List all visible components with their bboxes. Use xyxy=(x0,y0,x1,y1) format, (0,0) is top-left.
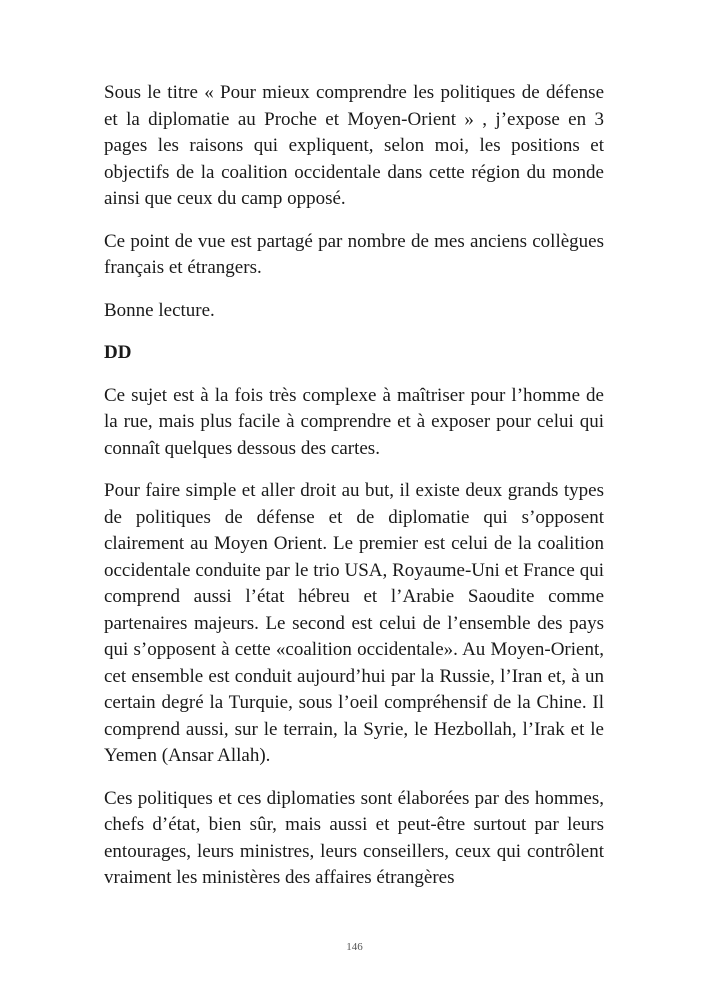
author-initials: DD xyxy=(104,342,132,363)
page-number: 146 xyxy=(346,941,363,953)
paragraph-shared-view: Ce point de vue est partagé par nombre de mes anciens collègues français et étrangers. xyxy=(104,230,604,278)
paragraph-two-policies: Pour faire simple et aller droit au but, il existe deux grands types de politiques de défense et de diplomatie qui s’opposent clairement au Moyen Orient. Le premier est celui de la coalition occidentale conduite par le trio USA, Royaume-Uni et France qui comprend aussi l’état hébreu et l’Arabie Saoudite comme partenaires majeurs. Le second est celui de l’ensemble des pays qui s’opposent à cette «coalition occidentale». Au Moyen-Orient, cet ensemble est conduit aujourd’hui par la Russie, l’Iran et, à un certain degré la Turquie, sous l’oeil compréhensif de la Chine. Il comprend aussi, sur le terrain, la Syrie, le Hezbollah, l’Irak et le Yemen (Ansar Allah). xyxy=(104,480,604,766)
page-body xyxy=(104,80,604,908)
paragraph-policymakers: Ces politiques et ces diplomaties sont élaborées par des hommes, chefs d’état, bien sûr, mais aussi et peut-être surtout par leurs entourages, leurs ministres, leurs conseillers, ceux qui contrôlent vraiment les ministères des affaires étrangères xyxy=(104,787,604,888)
paragraph-complexity: Ce sujet est à la fois très complexe à maîtriser pour l’homme de la rue, mais plus facile à comprendre et à exposer pour celui qui connaît quelques dessous des cartes. xyxy=(104,384,604,459)
paragraph-intro: Sous le titre « Pour mieux comprendre les politiques de défense et la diplomatie au Proche et Moyen-Orient » , j’expose en 3 pages les raisons qui expliquent, selon moi, les positions et objectifs de la coalition occidentale dans cette région du monde ainsi que ceux du camp opposé. xyxy=(104,82,604,209)
paragraph-greeting: Bonne lecture. xyxy=(104,299,215,321)
